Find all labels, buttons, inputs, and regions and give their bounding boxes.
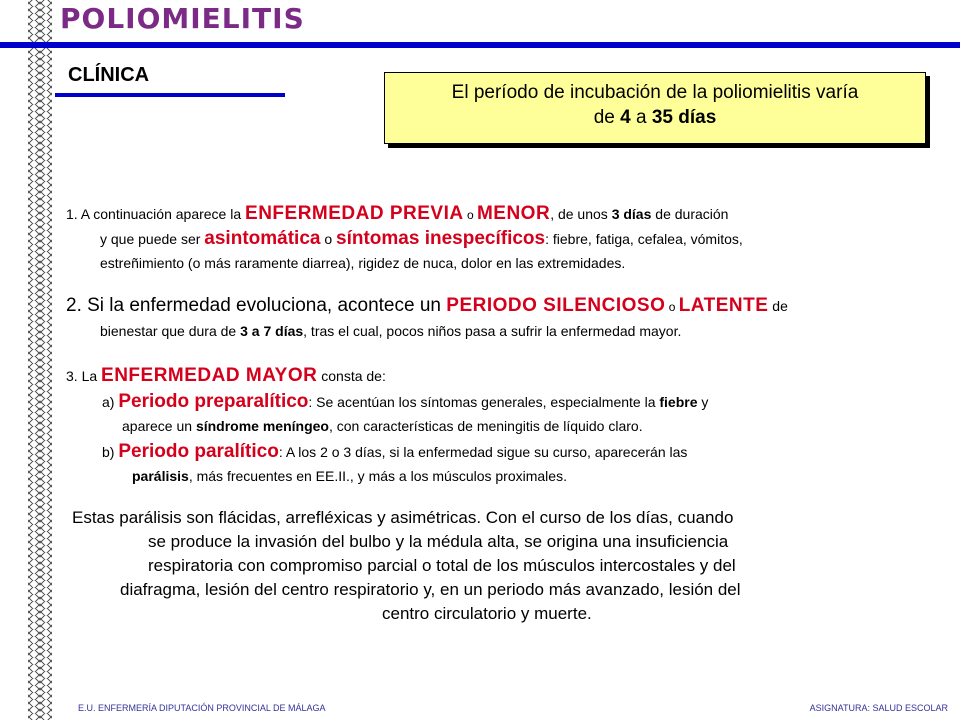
footer-course: ASIGNATURA: SALUD ESCOLAR [809,703,948,713]
paragraph-3: 3. La ENFERMEDAD MAYOR consta de: [66,365,386,386]
footer-institution: E.U. ENFERMERÍA DIPUTACIÓN PROVINCIAL DE MÁLAGA [78,703,326,713]
paragraph-3b: b) Periodo paralítico: A los 2 o 3 días, si la enfermedad sigue su curso, aparecerán las parálisis, más frecuentes en EE.II., y más a los músculos proximales. [102,441,688,484]
paragraph-3a: a) Periodo preparalítico: Se acentúan los síntomas generales, especialmente la fiebre y aparece un síndrome meníngeo, con características de meningitis de líquido claro. [102,391,709,434]
title-underline-bar [0,42,960,48]
paragraph-2: 2. Si la enfermedad evoluciona, acontece un PERIODO SILENCIOSO o LATENTE de bienestar que dura de 3 a 7 días, tras el cual, pocos niños pasa a sufrir la enfermedad mayor. [66,295,788,339]
callout-line-1: El período de incubación de la poliomielitis varía [451,82,859,103]
paragraph-1: 1. A continuación aparece la ENFERMEDAD PREVIA o MENOR, de unos 3 días de duración y que puede ser asintomática o síntomas inespecíficos: fiebre, fatiga, cefalea, vómitos, estreñimiento (o más raramente diarrea), rigidez de nuca, dolor en las extremidades. [66,203,743,271]
slide-title: POLIOMIELITIS [60,2,305,35]
incubation-callout-box [384,72,926,144]
section-heading: CLÍNICA [68,64,150,86]
section-underline [55,93,285,97]
summary-paragraph: Estas parálisis son flácidas, arrefléxicas y asimétricas. Con el curso de los días, cuando se produce la invasión del bulbo y la médula alta, se origina una insuficiencia respiratoria con compromiso parcial o total de los músculos intercostales y del diafragma, lesión del centro respiratorio y, en un periodo más avanzado, lesión del centro circulatorio y muerte. [72,508,741,623]
callout-line-2: de 4 a 35 días [593,107,717,128]
decorative-pattern-strip [28,0,52,720]
